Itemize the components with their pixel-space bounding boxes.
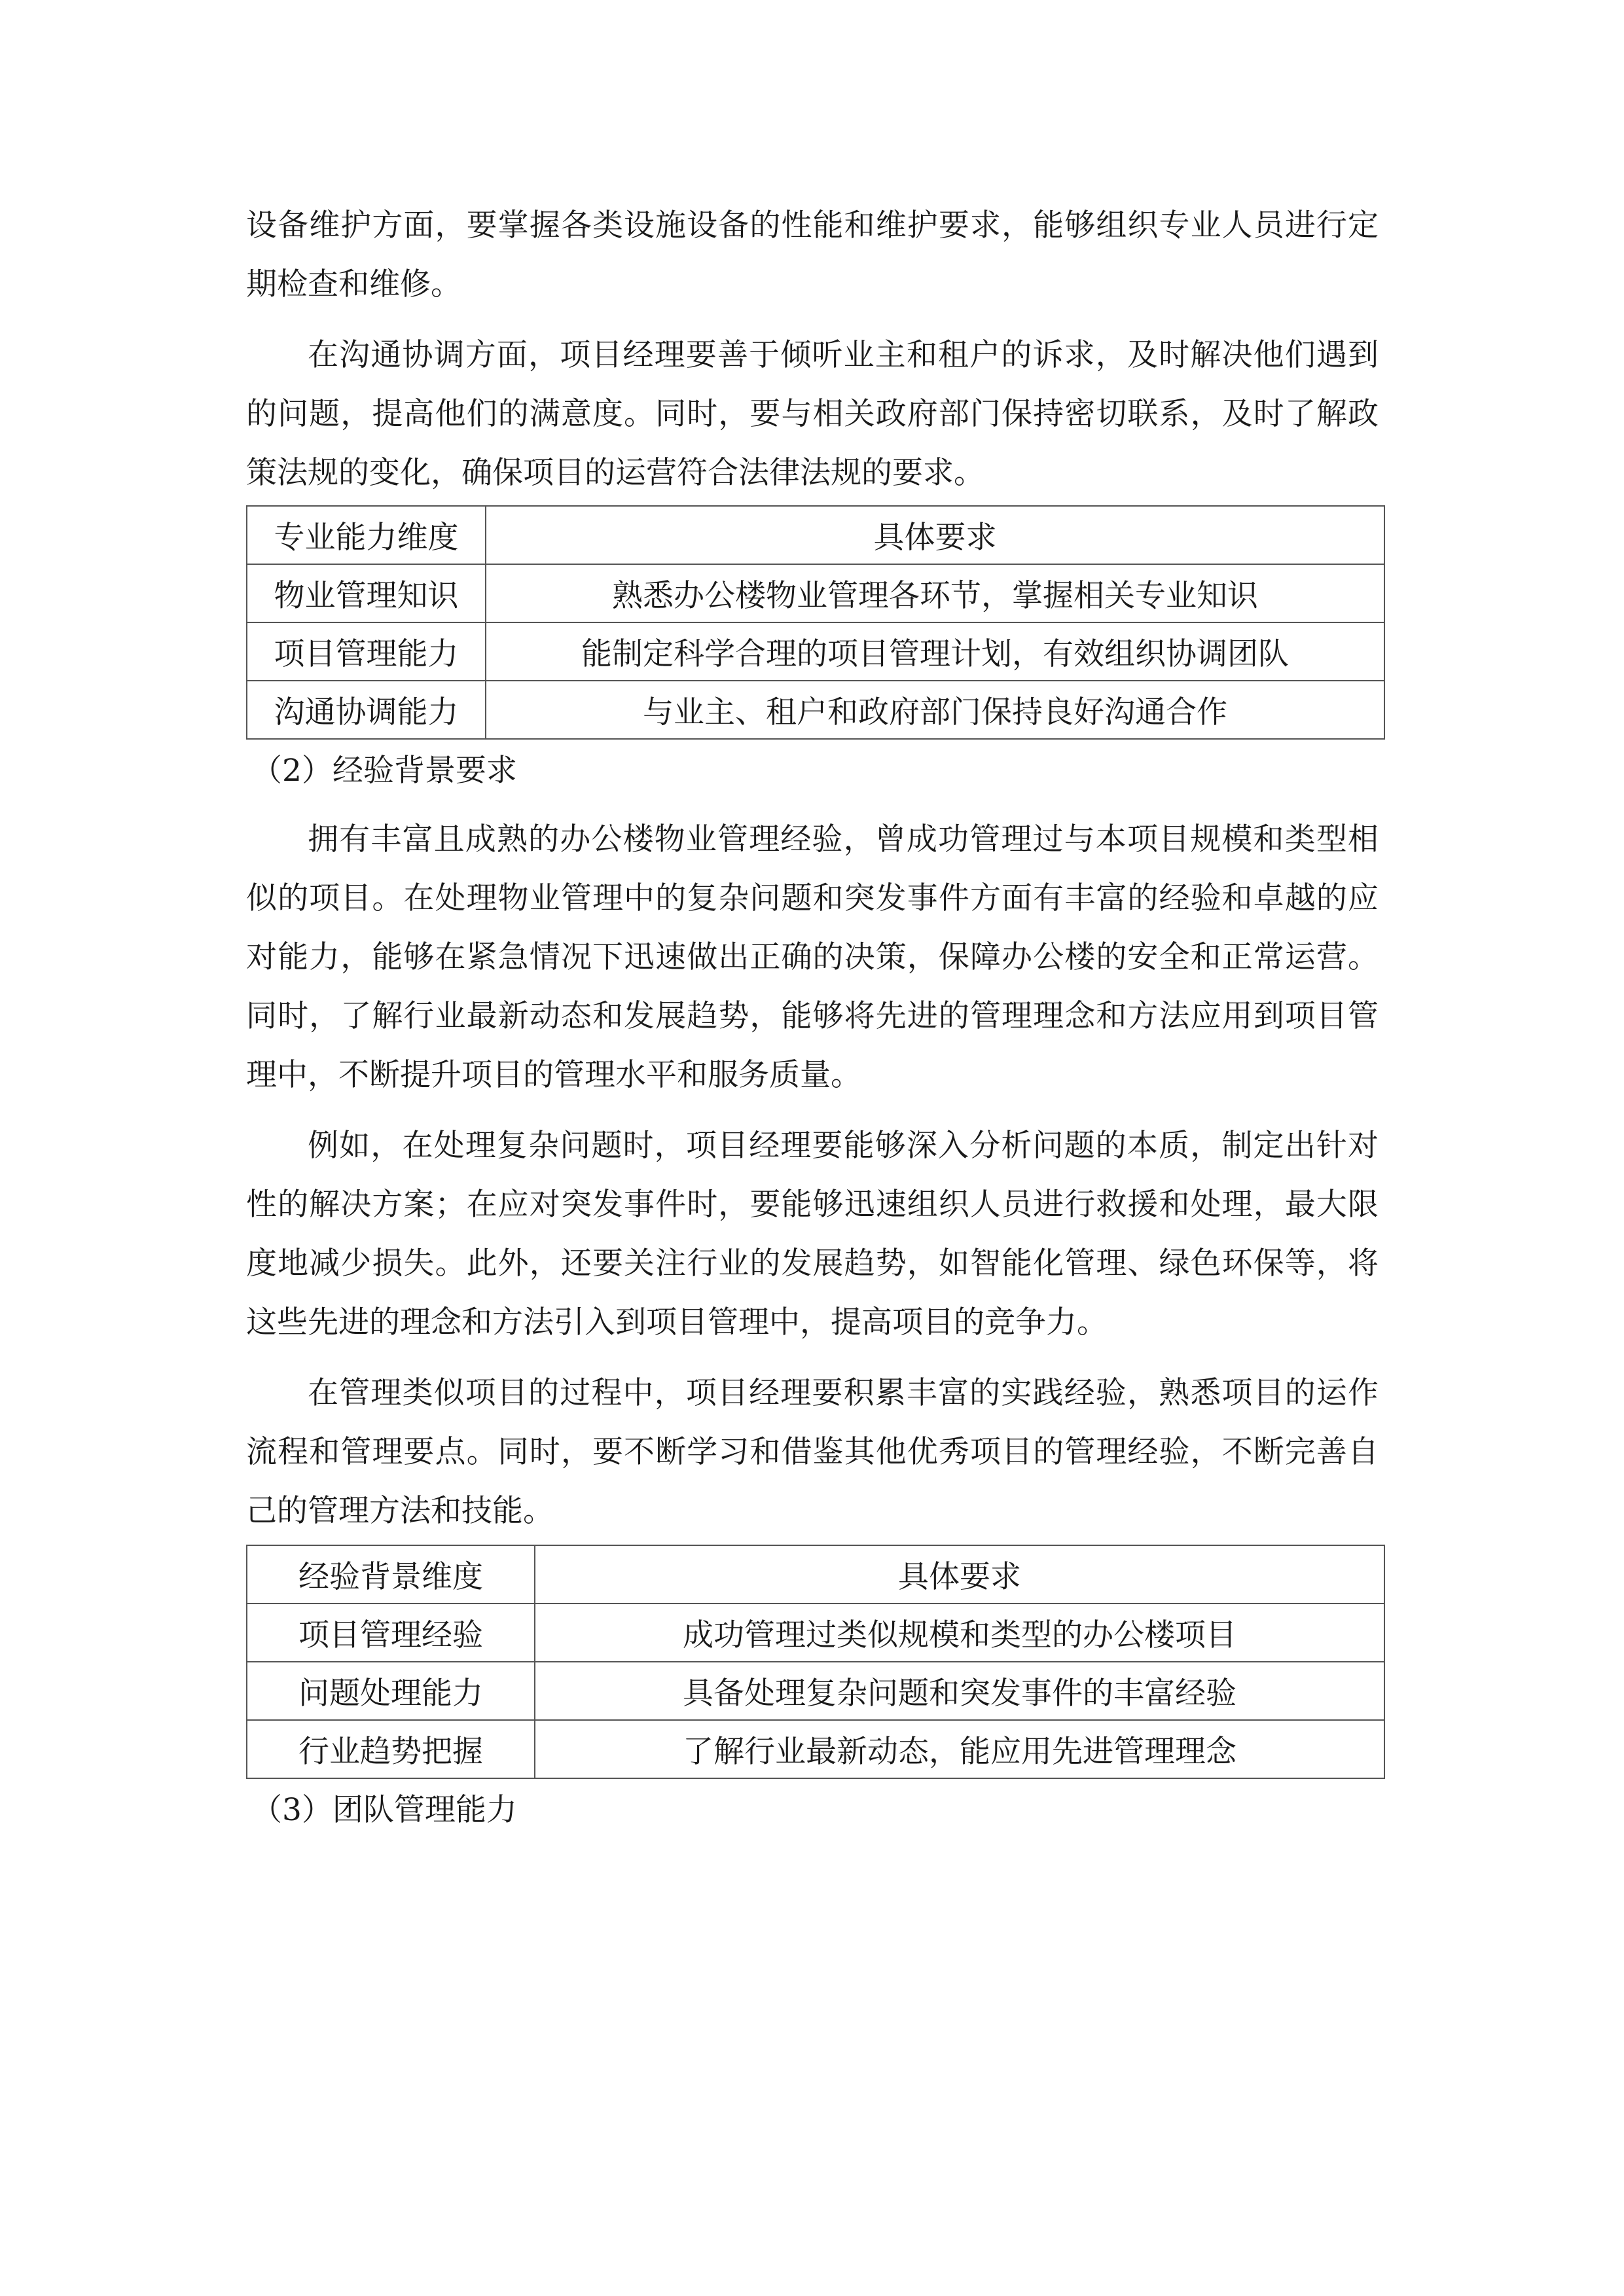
- table-cell: 项目管理经验: [247, 1604, 535, 1662]
- table-header-row: [247, 506, 1384, 564]
- table-cell: 了解行业最新动态，能应用先进管理理念: [535, 1720, 1384, 1778]
- document-page: [246, 196, 1379, 1830]
- table-row: [247, 681, 1384, 739]
- table-header-row: [247, 1545, 1384, 1604]
- section-heading: （2）经验背景要求: [251, 753, 517, 789]
- experience-background-table: [246, 1545, 1385, 1779]
- table-cell: 沟通协调能力: [247, 681, 486, 739]
- table-header-cell: 经验背景维度: [247, 1545, 535, 1604]
- paragraph: 例如，在处理复杂问题时，项目经理要能够深入分析问题的本质，制定出针对性的解决方案；在应对突发事件时，要能够迅速组织人员进行救援和处理，最大限度地减少损失。此外，还要关注行业的发展趋势，如智能化管理、绿色环保等，将这些先进的理念和方法引入到项目管理中，提高项目的竞争力。: [246, 1128, 1379, 1340]
- table-row: [247, 1720, 1384, 1778]
- paragraph: 在沟通协调方面，项目经理要善于倾听业主和租户的诉求，及时解决他们遇到的问题，提高他们的满意度。同时，要与相关政府部门保持密切联系，及时了解政策法规的变化，确保项目的运营符合法律法规的要求。: [246, 337, 1379, 491]
- table-header-cell: 具体要求: [486, 506, 1384, 564]
- table-cell: 具备处理复杂问题和突发事件的丰富经验: [535, 1662, 1384, 1720]
- table-row: [247, 1604, 1384, 1662]
- paragraph: 设备维护方面，要掌握各类设施设备的性能和维护要求，能够组织专业人员进行定期检查和维修。: [246, 207, 1379, 302]
- table-header-cell: 专业能力维度: [247, 506, 486, 564]
- table-cell: 问题处理能力: [247, 1662, 535, 1720]
- paragraph: 拥有丰富且成熟的办公楼物业管理经验，曾成功管理过与本项目规模和类型相似的项目。在处理物业管理中的复杂问题和突发事件方面有丰富的经验和卓越的应对能力，能够在紧急情况下迅速做出正确的决策，保障办公楼的安全和正常运营。同时，了解行业最新动态和发展趋势，能够将先进的管理理念和方法应用到项目管理中，不断提升项目的管理水平和服务质量。: [246, 821, 1379, 1093]
- table-row: [247, 622, 1384, 681]
- professional-ability-table: [246, 505, 1385, 740]
- table-cell: 行业趋势把握: [247, 1720, 535, 1778]
- table-cell: 成功管理过类似规模和类型的办公楼项目: [535, 1604, 1384, 1662]
- table-cell: 物业管理知识: [247, 564, 486, 622]
- table-cell: 与业主、租户和政府部门保持良好沟通合作: [486, 681, 1384, 739]
- paragraph: 在管理类似项目的过程中，项目经理要积累丰富的实践经验，熟悉项目的运作流程和管理要点。同时，要不断学习和借鉴其他优秀项目的管理经验，不断完善自己的管理方法和技能。: [246, 1375, 1379, 1529]
- table-row: [247, 1662, 1384, 1720]
- section-heading: （3）团队管理能力: [251, 1792, 517, 1828]
- table-cell: 能制定科学合理的项目管理计划，有效组织协调团队: [486, 622, 1384, 681]
- table-row: [247, 564, 1384, 622]
- table-cell: 项目管理能力: [247, 622, 486, 681]
- table-cell: 熟悉办公楼物业管理各环节，掌握相关专业知识: [486, 564, 1384, 622]
- table-header-cell: 具体要求: [535, 1545, 1384, 1604]
